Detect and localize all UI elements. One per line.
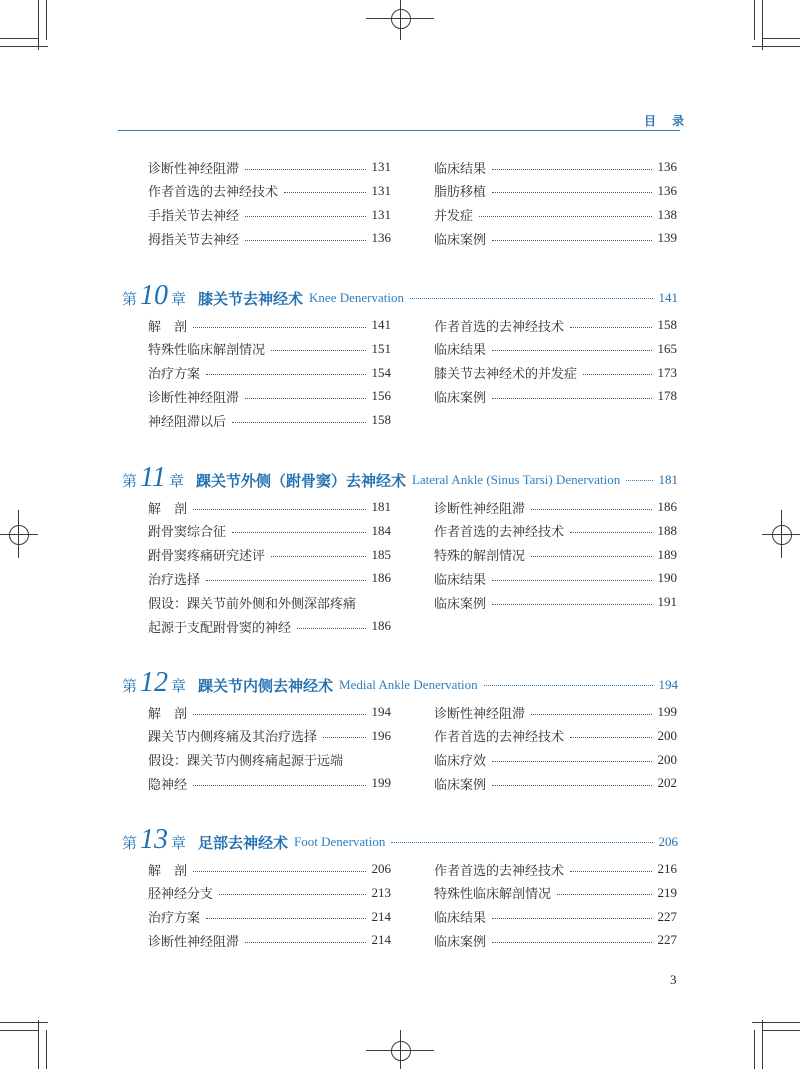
toc-entry-page: 156: [371, 388, 391, 404]
toc-entry[interactable]: [434, 701, 677, 723]
dot-leader: [193, 327, 365, 328]
chapter-prefix: 第: [122, 835, 138, 852]
chapter-heading[interactable]: [122, 669, 678, 701]
chapter-suffix: 章: [171, 291, 187, 308]
page-header-title: 目 录: [644, 114, 691, 128]
chapter-number: 12: [140, 667, 169, 698]
toc-entry[interactable]: [148, 180, 391, 202]
toc-entry[interactable]: [148, 906, 391, 928]
toc-entry[interactable]: [148, 362, 391, 384]
dot-leader: [492, 169, 651, 170]
toc-entry[interactable]: [434, 882, 677, 904]
toc-entry-page: 214: [371, 932, 391, 948]
toc-entry-page: 131: [371, 159, 391, 174]
toc-entry[interactable]: [434, 929, 677, 951]
toc-entry[interactable]: [434, 227, 677, 249]
chapter-heading[interactable]: [122, 464, 678, 496]
chapter-page: 141: [658, 290, 678, 305]
toc-entry-page: 184: [371, 522, 391, 538]
dot-leader: [245, 398, 365, 399]
chapter-title-zh: 足部去神经术: [198, 833, 289, 852]
toc-entry[interactable]: [148, 496, 391, 518]
dot-leader: [492, 918, 651, 919]
dot-leader: [531, 714, 651, 715]
toc-entry-title: 临床结果: [434, 343, 487, 359]
chapter-title-zh: 踝关节内侧去神经术: [198, 676, 334, 695]
toc-entry-page: 151: [371, 340, 391, 356]
chapter-page: 194: [658, 677, 678, 692]
chapter-suffix: 章: [171, 678, 187, 695]
dot-leader: [206, 918, 365, 919]
dot-leader: [492, 398, 651, 399]
chapter-page: 181: [658, 472, 678, 487]
toc-entry[interactable]: [148, 385, 391, 407]
toc-entry[interactable]: [434, 858, 677, 880]
toc-entry[interactable]: [148, 227, 391, 249]
toc-entry-page: 165: [657, 340, 677, 356]
chapter-heading[interactable]: [122, 282, 678, 314]
toc-entry[interactable]: [434, 591, 677, 613]
chapter-heading[interactable]: [122, 826, 678, 858]
chapter-title-zh: 踝关节外侧（跗骨窦）去神经术: [195, 471, 406, 490]
toc-entry-title: 临床案例: [434, 390, 487, 406]
toc-entry-title: 踝关节内侧疼痛及其治疗选择: [148, 730, 318, 746]
toc-entry[interactable]: [434, 338, 677, 360]
dot-leader: [193, 785, 365, 786]
toc-entry-title: 临床案例: [434, 934, 487, 950]
dot-leader: [492, 761, 651, 762]
dot-leader: [245, 216, 365, 217]
toc-entry-title: 起源于支配跗骨窦的神经: [148, 620, 292, 636]
toc-entry-title: 作者首选的去神经技术: [434, 863, 565, 879]
dot-leader: [626, 480, 652, 481]
dot-leader: [206, 580, 365, 581]
dot-leader: [323, 737, 365, 738]
dot-leader: [583, 374, 651, 375]
toc-entry-page: 186: [657, 499, 677, 514]
toc-entry[interactable]: [148, 701, 391, 723]
chapter-prefix: 第: [122, 291, 138, 308]
toc-entry-page: 136: [657, 159, 677, 174]
chapter-prefix: 第: [122, 678, 138, 695]
dot-leader: [297, 628, 365, 629]
toc-entry-page: 227: [657, 932, 677, 948]
toc-entry-page: 131: [371, 206, 391, 222]
dot-leader: [193, 714, 365, 715]
toc-entry-title: 跗骨窦疼痛研究述评: [148, 549, 266, 565]
toc-entry-title: 胫神经分支: [148, 887, 214, 903]
toc-entry-title: 临床疗效: [434, 754, 487, 770]
toc-entry-page: 139: [657, 230, 677, 246]
dot-leader: [570, 532, 651, 533]
toc-entry-title: 神经阻滞以后: [148, 414, 227, 430]
toc-entry-title: 作者首选的去神经技术: [434, 319, 565, 335]
dot-leader: [193, 871, 365, 872]
toc-entry-title: 拇指关节去神经: [148, 232, 240, 248]
dot-leader: [492, 240, 651, 241]
toc-entry-page: 199: [371, 775, 391, 791]
dot-leader: [570, 737, 651, 738]
toc-entry[interactable]: [434, 362, 677, 384]
toc-entry-page: 206: [371, 861, 391, 876]
toc-entry-page: 190: [657, 570, 677, 586]
toc-entry-page: 188: [657, 522, 677, 538]
toc-entry[interactable]: [148, 725, 391, 747]
dot-leader: [484, 685, 653, 686]
toc-entry-title: 假设：踝关节内侧疼痛起源于远端: [148, 754, 344, 770]
chapter-title-zh: 膝关节去神经术: [198, 289, 304, 308]
dot-leader: [570, 327, 651, 328]
toc-entry[interactable]: [434, 544, 677, 566]
toc-entry-title: 诊断性神经阻滞: [148, 161, 240, 177]
toc-entry[interactable]: [148, 591, 391, 613]
chapter-prefix: 第: [122, 473, 138, 490]
dot-leader: [492, 604, 651, 605]
dot-leader: [410, 298, 653, 299]
toc-entry-title: 手指关节去神经: [148, 209, 240, 225]
chapter-number: 10: [140, 280, 169, 311]
toc-entry-title: 临床结果: [434, 161, 487, 177]
chapter-title-en: Foot Denervation: [294, 834, 386, 849]
toc-entry-page: 219: [657, 884, 677, 900]
toc-entry[interactable]: [148, 204, 391, 226]
toc-entry-title: 治疗方案: [148, 367, 201, 383]
toc-entry-title: 假设：踝关节前外侧和外侧深部疼痛: [148, 596, 357, 612]
toc-entry[interactable]: [434, 156, 677, 178]
toc-entry[interactable]: [434, 772, 677, 794]
dot-leader: [271, 556, 365, 557]
toc-entry[interactable]: [434, 314, 677, 336]
chapter-page: 206: [658, 834, 678, 849]
toc-entry-page: 200: [657, 751, 677, 767]
toc-entry-title: 诊断性神经阻滞: [148, 390, 240, 406]
toc-entry-title: 跗骨窦综合征: [148, 525, 227, 541]
toc-entry[interactable]: [434, 749, 677, 771]
toc-entry-title: 作者首选的去神经技术: [434, 525, 565, 541]
toc-entry-title: 临床案例: [434, 232, 487, 248]
toc-entry[interactable]: [434, 906, 677, 928]
toc-entry-page: 186: [371, 618, 391, 633]
toc-entry-title: 临床案例: [434, 777, 487, 793]
toc-entry-page: 154: [371, 364, 391, 380]
toc-entry-title: 特殊性临床解剖情况: [148, 343, 266, 359]
toc-entry[interactable]: [148, 567, 391, 589]
toc-entry[interactable]: [434, 385, 677, 407]
header-rule: [118, 130, 680, 131]
toc-entry[interactable]: [434, 496, 677, 518]
toc-entry-page: 186: [371, 570, 391, 586]
toc-entry-title: 膝关节去神经术的并发症: [434, 367, 578, 383]
dot-leader: [492, 785, 651, 786]
toc-entry-page: 181: [371, 499, 391, 514]
toc-entry-title: 诊断性神经阻滞: [434, 501, 526, 517]
dot-leader: [219, 894, 365, 895]
toc-entry-page: 202: [657, 775, 677, 791]
toc-entry-title: 作者首选的去神经技术: [148, 185, 279, 201]
toc-entry[interactable]: [148, 156, 391, 178]
dot-leader: [245, 169, 365, 170]
toc-entry-page: 178: [657, 388, 677, 404]
toc-entry[interactable]: [434, 725, 677, 747]
toc-entry-title: 解 剖: [148, 863, 188, 879]
dot-leader: [271, 350, 365, 351]
toc-entry[interactable]: [148, 772, 391, 794]
toc-entry-page: 136: [371, 230, 391, 246]
chapter-title-en: Medial Ankle Denervation: [339, 677, 478, 692]
toc-entry-title: 临床结果: [434, 572, 487, 588]
toc-entry[interactable]: [148, 338, 391, 360]
toc-entry-title: 解 剖: [148, 501, 188, 517]
toc-entry-page: 196: [371, 727, 391, 743]
toc-entry-page: 214: [371, 908, 391, 924]
toc-entry[interactable]: [148, 882, 391, 904]
dot-leader: [245, 240, 365, 241]
toc-entry[interactable]: [148, 520, 391, 542]
toc-entry-page: 199: [657, 704, 677, 719]
dot-leader: [570, 871, 651, 872]
chapter-title-en: Lateral Ankle (Sinus Tarsi) Denervation: [411, 472, 621, 487]
dot-leader: [232, 532, 365, 533]
toc-entry-page: 138: [657, 206, 677, 222]
toc-entry-page: 141: [371, 317, 391, 332]
toc-entry[interactable]: [148, 409, 391, 431]
dot-leader: [492, 942, 651, 943]
toc-entry-page: 227: [657, 908, 677, 924]
dot-leader: [479, 216, 651, 217]
chapter-suffix: 章: [171, 835, 187, 852]
toc-entry-page: 158: [371, 412, 391, 428]
toc-entry-title: 临床结果: [434, 911, 487, 927]
toc-entry-page: 194: [371, 704, 391, 719]
toc-entry[interactable]: [434, 520, 677, 542]
toc-entry-title: 解 剖: [148, 706, 188, 722]
toc-entry-title: 特殊的解剖情况: [434, 549, 526, 565]
dot-leader: [531, 509, 651, 510]
chapter-number: 11: [140, 462, 166, 493]
toc-entry-title: 作者首选的去神经技术: [434, 730, 565, 746]
toc-entry-title: 脂肪移植: [434, 185, 487, 201]
toc-entry[interactable]: [148, 544, 391, 566]
toc-entry[interactable]: [148, 858, 391, 880]
toc-entry[interactable]: [148, 749, 391, 771]
toc-entry-title: 临床案例: [434, 596, 487, 612]
dot-leader: [193, 509, 365, 510]
toc-entry[interactable]: [434, 567, 677, 589]
dot-leader: [492, 580, 651, 581]
dot-leader: [531, 556, 651, 557]
toc-entry-page: 189: [657, 546, 677, 562]
dot-leader: [492, 192, 651, 193]
page-number: 3: [670, 972, 677, 987]
toc-entry-title: 治疗选择: [148, 572, 201, 588]
toc-entry-page: 213: [371, 884, 391, 900]
toc-entry[interactable]: [148, 615, 391, 637]
dot-leader: [557, 894, 651, 895]
toc-entry-title: 隐神经: [148, 777, 188, 793]
dot-leader: [391, 842, 652, 843]
toc-entry-title: 解 剖: [148, 319, 188, 335]
toc-entry-page: 158: [657, 317, 677, 332]
dot-leader: [232, 422, 365, 423]
toc-entry[interactable]: [434, 204, 677, 226]
toc-entry[interactable]: [148, 929, 391, 951]
toc-entry-page: 216: [657, 861, 677, 876]
toc-entry-page: 131: [371, 182, 391, 198]
toc-entry-title: 诊断性神经阻滞: [148, 934, 240, 950]
chapter-number: 13: [140, 824, 169, 855]
dot-leader: [284, 192, 365, 193]
toc-entry[interactable]: [148, 314, 391, 336]
dot-leader: [206, 374, 365, 375]
toc-entry-page: 191: [657, 594, 677, 610]
toc-entry-page: 173: [657, 364, 677, 380]
toc-entry-page: 200: [657, 727, 677, 743]
toc-entry-title: 诊断性神经阻滞: [434, 706, 526, 722]
dot-leader: [245, 942, 365, 943]
toc-entry[interactable]: [434, 180, 677, 202]
dot-leader: [492, 350, 651, 351]
toc-entry-page: 136: [657, 182, 677, 198]
toc-entry-page: 185: [371, 546, 391, 562]
toc-entry-title: 并发症: [434, 209, 474, 225]
chapter-suffix: 章: [168, 473, 184, 490]
chapter-title-en: Knee Denervation: [309, 290, 404, 305]
toc-entry-title: 治疗方案: [148, 911, 201, 927]
toc-entry-title: 特殊性临床解剖情况: [434, 887, 552, 903]
